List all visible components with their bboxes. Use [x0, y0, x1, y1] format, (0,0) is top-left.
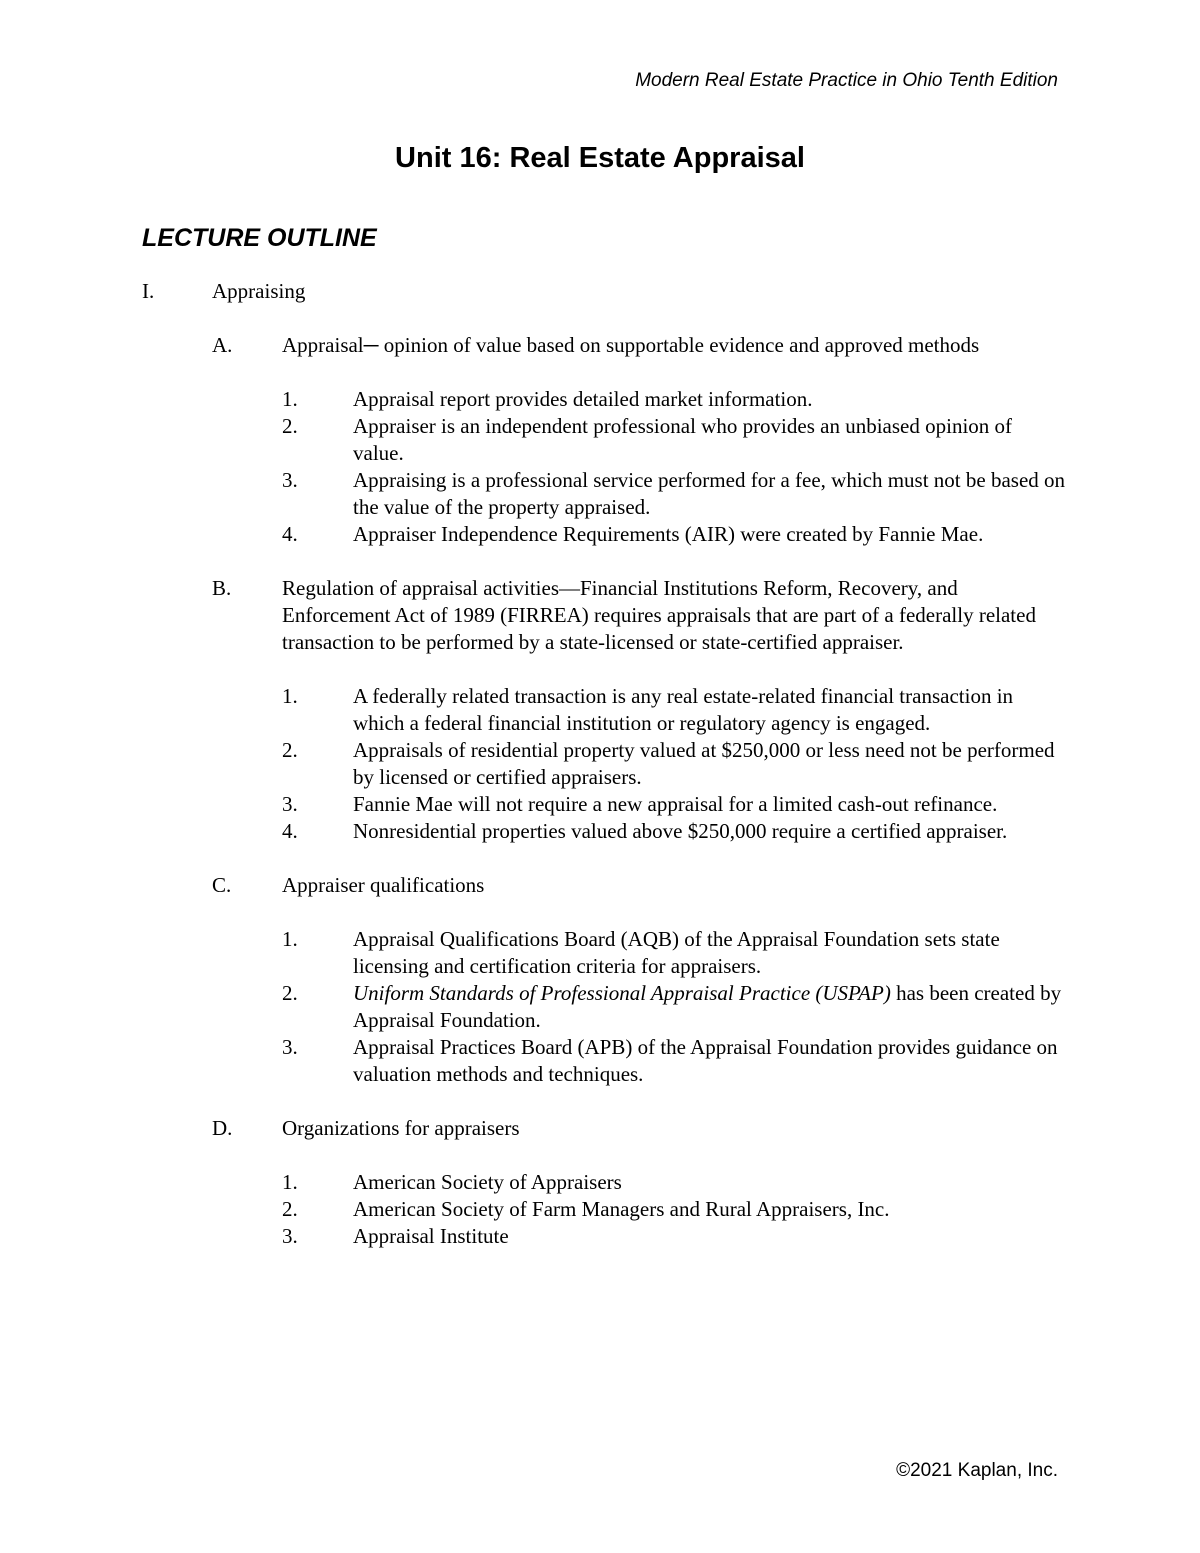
item-marker: 3.	[282, 1224, 298, 1248]
list-item	[282, 467, 1067, 521]
subsection-marker: C.	[212, 873, 232, 897]
item-text: American Society of Appraisers	[353, 1170, 622, 1194]
section-label: Appraising	[212, 279, 306, 303]
running-header: Modern Real Estate Practice in Ohio Tenth Edition	[635, 70, 1058, 91]
subsection-text: Appraisal─ opinion of value based on supportable evidence and approved methods	[282, 333, 980, 357]
item-text: Appraiser Independence Requirements (AIR) were created by Fannie Mae.	[353, 522, 984, 546]
subsection-text: Organizations for appraisers	[282, 1116, 520, 1140]
item-marker: 1.	[282, 684, 298, 708]
list-item	[282, 737, 1067, 791]
item-text	[353, 980, 1067, 1034]
item-marker: 2.	[282, 1197, 298, 1221]
item-marker: 1.	[282, 1170, 298, 1194]
list-item	[282, 980, 1067, 1034]
list-item	[282, 683, 1067, 737]
item-marker: 2.	[282, 981, 298, 1005]
list-item	[282, 1223, 1067, 1250]
item-text: Fannie Mae will not require a new appraisal for a limited cash-out refinance.	[353, 792, 998, 816]
section-marker: I.	[142, 279, 155, 303]
subsection-b	[212, 575, 1067, 656]
subsection-text: Appraiser qualifications	[282, 873, 485, 897]
list-item	[282, 1196, 1067, 1223]
list-item	[282, 791, 1067, 818]
item-text: Appraisal Practices Board (APB) of the Appraisal Foundation provides guidance on valuation methods and techniques.	[353, 1035, 1058, 1086]
list-item	[282, 1169, 1067, 1196]
item-marker: 1.	[282, 387, 298, 411]
list-item	[282, 521, 1067, 548]
subsection-marker: A.	[212, 333, 233, 357]
item-text: Appraiser is an independent professional who provides an unbiased opinion of value.	[353, 414, 1013, 465]
list-item	[282, 1034, 1067, 1088]
outline-heading: LECTURE OUTLINE	[142, 224, 377, 252]
item-marker: 3.	[282, 1035, 298, 1059]
outline-body	[142, 278, 1067, 1250]
item-marker: 4.	[282, 522, 298, 546]
item-text: Appraisals of residential property valued at $250,000 or less need not be performed by licensed or certified appraisers.	[353, 738, 1055, 789]
item-text: Appraising is a professional service performed for a fee, which must not be based on the value of the property appraised.	[353, 468, 1066, 519]
item-text-rest: has been created by Appraisal Foundation.	[353, 981, 1062, 1032]
item-text: A federally related transaction is any real estate-related financial transaction in which a federal financial institution or regulatory agency is engaged.	[353, 684, 1014, 735]
item-text: Appraisal Qualifications Board (AQB) of the Appraisal Foundation sets state licensing and certification criteria for appraisers.	[353, 927, 1000, 978]
item-text: Appraisal report provides detailed market information.	[353, 387, 813, 411]
subsection-text: Regulation of appraisal activities—Financial Institutions Reform, Recovery, and Enforcement Act of 1989 (FIRREA) requires appraisals that are part of a federally related transaction to be performed by a state-licensed or state-certified appraiser.	[282, 576, 1036, 654]
item-marker: 2.	[282, 414, 298, 438]
page-title: Unit 16: Real Estate Appraisal	[395, 142, 805, 174]
list-item	[282, 818, 1067, 845]
copyright-footer: ©2021 Kaplan, Inc.	[896, 1460, 1058, 1481]
item-marker: 3.	[282, 792, 298, 816]
subsection-marker: B.	[212, 576, 232, 600]
list-item	[282, 926, 1067, 980]
section-row	[142, 278, 1067, 305]
item-text: Nonresidential properties valued above $250,000 require a certified appraiser.	[353, 819, 1008, 843]
subsection-marker: D.	[212, 1116, 233, 1140]
subsection-c	[212, 872, 1067, 899]
item-marker: 1.	[282, 927, 298, 951]
item-marker: 4.	[282, 819, 298, 843]
item-marker: 2.	[282, 738, 298, 762]
list-item	[282, 413, 1067, 467]
subsection-a	[212, 332, 1067, 359]
list-item	[282, 386, 1067, 413]
item-text: Appraisal Institute	[353, 1224, 509, 1248]
subsection-d	[212, 1115, 1067, 1142]
publication-title: Uniform Standards of Professional Appraisal Practice (USPAP)	[353, 981, 891, 1005]
item-text: American Society of Farm Managers and Rural Appraisers, Inc.	[353, 1197, 890, 1221]
item-marker: 3.	[282, 468, 298, 492]
